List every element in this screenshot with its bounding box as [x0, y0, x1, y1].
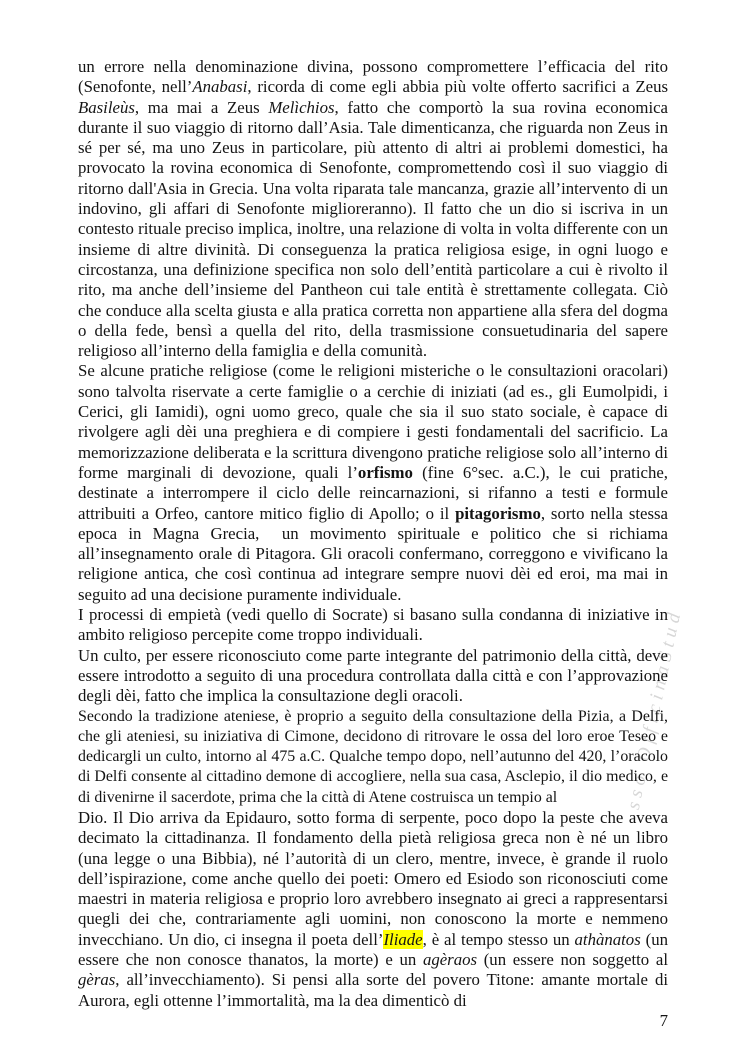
paragraph [78, 57, 668, 361]
text-segment: gèras [78, 970, 116, 990]
text-segment: Un culto, per essere riconosciuto come parte integrante del patrimonio della città, deve essere introdotto a seguito di una procedura controllata dalla città e con l’approvazione degli dèi, fatto che implica la consultazione degli oracoli. [78, 645, 668, 706]
highlighted-term: Iliade [383, 929, 423, 949]
paragraph [78, 605, 668, 646]
text-segment: pitagorismo [455, 503, 541, 523]
text-segment: , ricorda di come egli abbia più volte offerto sacrifici a Zeus [247, 77, 668, 97]
paragraph [78, 361, 668, 605]
text-segment: (un essere che non conosce thanatos, la morte) e un [78, 929, 668, 970]
text-segment: , è al tempo stesso un [422, 929, 575, 949]
text-segment: , all’invecchiamento). Si pensi alla sorte del povero Titone: amante mortale di Aurora, egli ottenne l’immortalità, ma la dea dimenticò di [78, 970, 668, 1010]
text-segment: un errore nella denominazione divina, possono compromettere l’efficacia del rito (Senofonte, nell’ [78, 57, 668, 97]
text-segment: orfismo [357, 462, 413, 482]
paragraph [78, 646, 668, 707]
text-segment: Anabasi [192, 77, 248, 97]
text-segment: Basileùs [78, 97, 135, 117]
paragraph-container [78, 57, 668, 1011]
page-number: 7 [659, 1010, 668, 1030]
paragraph [78, 808, 668, 1011]
text-segment: agèraos [422, 950, 478, 970]
text-segment: , fatto che comportò la sua rovina economica durante il suo viaggio di ritorno dall’Asia. Tale dimenticanza, che riguarda non Zeus in sé per sé, ma uno Zeus in particolare, più attento di altri ai problemi domestici, ha provocato la rovina economica di Senofonte, compromettendo così il suo viaggio di ritorno dall'Asia in Grecia. Una volta riparata tale mancanza, grazie all’intervento di un indovino, gli affari di Senofonte miglioreranno). Il fatto che un dio si iscriva in un contesto rituale preciso implica, inoltre, una relazione di volta in volta differente con un insieme di altre divinità. Di conseguenza la pratica religiosa esige, in ogni luogo e circostanza, una definizione specifica non solo dell’entità particolare a cui è rivolto il rito, ma anche dell’insieme del Pantheon cui tale entità è strettamente collegata. Ciò che conduce alla scelta giusta e alla pratica corretta non appartiene alla sfera del dogma o della fede, bensì a quella del rito, della trasmissione consuetudinaria del sapere religioso all’interno della famiglia e della comunità. [78, 97, 669, 361]
text-segment: , ma mai a Zeus [134, 97, 269, 117]
text-segment: Melìchios [268, 97, 335, 117]
text-segment: , sorto nella stessa epoca in Magna Grecia, un movimento spirituale e politico che si richiama all’insegnamento orale di Pitagora. Gli oracoli confermano, correggono e vivificano la religione antica, che così continua ad integrare sempre nuovi dèi ed eroi, ma mai in seguito ad una decisione puramente individuale. [78, 503, 668, 604]
text-segment: I processi di empietà (vedi quello di Socrate) si basano sulla condanna di iniziative in ambito religioso percepite come troppo individuali. [78, 605, 668, 645]
text-segment: (fine 6°sec. a.C.), le cui pratiche, destinate a interrompere il ciclo delle reincarnazioni, si rifanno a testi e formule attribuiti a Orfeo, cantore mitico figlio di Apollo; o il [78, 462, 668, 523]
text-segment: Se alcune pratiche religiose (come le religioni misteriche o le consultazioni oracolari) sono talvolta riservate a certe famiglie o a cerchie di iniziati (ad es., gli Eumolpidi, i Cerici, gli Iamidi), ogni uomo greco, quale che sia il suo stato sociale, è capace di rivolgere agli dèi una preghiera e di compiere i gesti fondamentali del sacrificio. La memorizzazione deliberata e la scrittura divengono pratiche religiose solo all’interno di forme marginali di devozione, quali l’ [78, 361, 668, 482]
paragraph [78, 707, 668, 808]
text-segment: Dio. Il Dio arriva da Epidauro, sotto forma di serpente, poco dopo la peste che aveva decimato la cittadinanza. Il fondamento della pietà religiosa greca non è né un libro (una legge o una Bibbia), né l’autorità di un clero, mentre, invece, è grande il ruolo dell’ispirazione, come anche quello dei poeti: Omero ed Esiodo son riconosciuti come maestri in materia religiosa e proprio loro avrebbero insegnato ai greci a rappresentarsi quegli dei che, contrariamente agli uomini, non conoscono la morte e nemmeno invecchiano. Un dio, ci insegna il poeta dell’ [78, 807, 668, 949]
text-segment: Secondo la tradizione ateniese, è proprio a seguito della consultazione della Pizia, a Delfi, che gli ateniesi, su iniziativa di Cimone, decidono di ritrovare le ossa del loro eroe Teseo e dedicargli un culto, intorno al 475 a.C. Qualche tempo dopo, nell’autunno del 420, l’oracolo di Delfi consente al cittadino demone di accogliere, nella sua casa, Asclepio, il dio medico, e di divenirne il sacerdote, prima che la città di Atene costruisca un tempio al [78, 707, 668, 806]
text-segment: (un essere non soggetto al [477, 950, 668, 970]
document-text [78, 57, 668, 1031]
watermark: sso OfficinaStud [622, 606, 687, 812]
text-segment: athànatos [574, 929, 641, 949]
